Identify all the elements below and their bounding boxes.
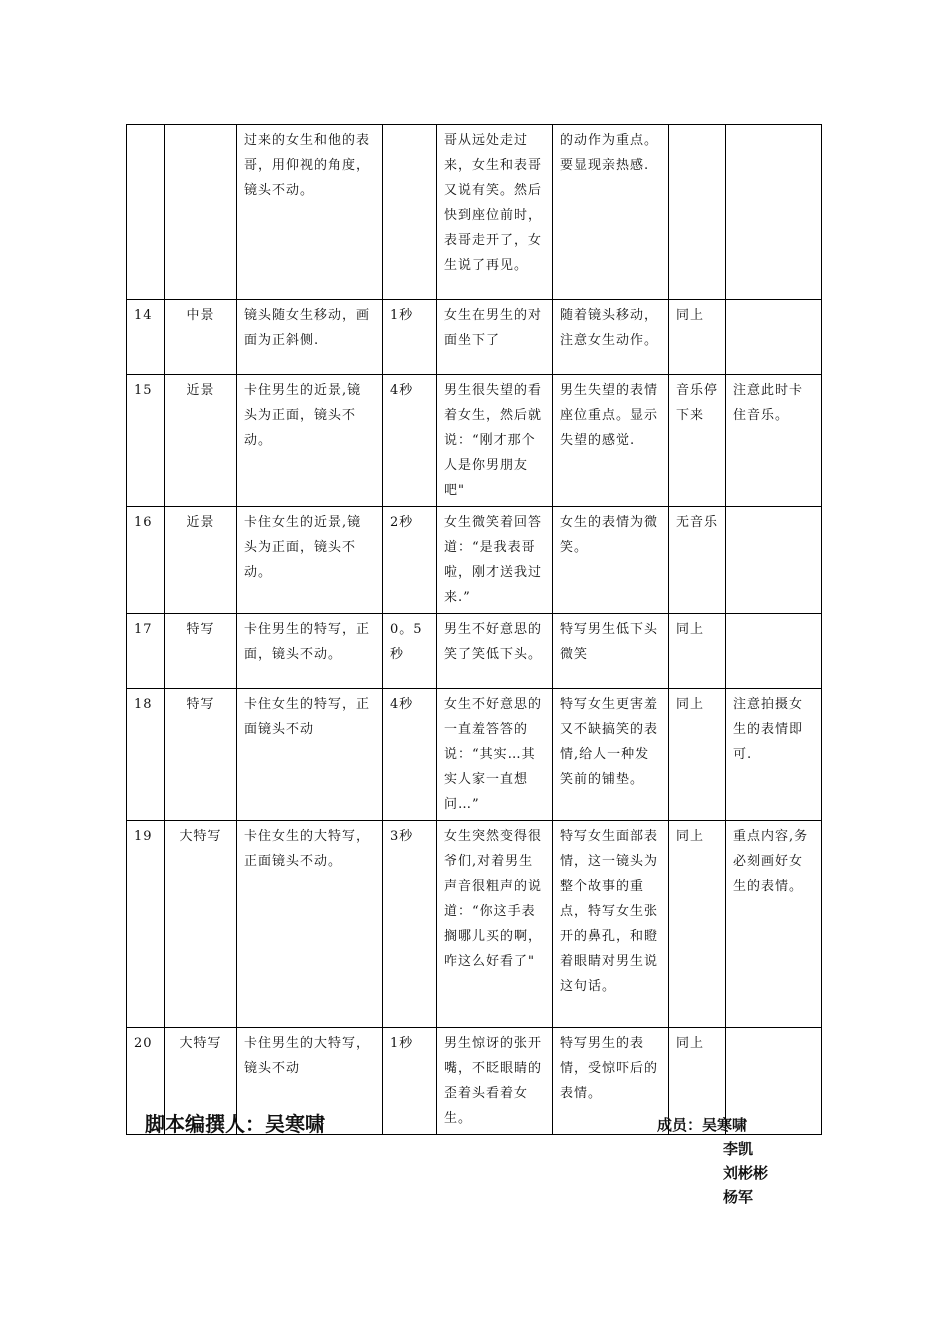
cell-note: 注意此时卡住音乐。 (726, 375, 822, 507)
cell-shot: 近景 (165, 375, 237, 507)
cell-shot: 大特写 (165, 821, 237, 1028)
cell-content: 女生在男生的对面坐下了 (437, 300, 553, 375)
cell-duration: 3秒 (383, 821, 437, 1028)
cell-camera: 卡住男生的大特写，镜头不动 (237, 1028, 383, 1135)
cell-content: 哥从远处走过来，女生和表哥又说有笑。然后快到座位前时，表哥走开了，女生说了再见。 (437, 125, 553, 300)
cell-music (669, 125, 726, 300)
cell-content: 男生惊讶的张开嘴，不眨眼睛的歪着头看着女生。 (437, 1028, 553, 1135)
cell-duration: 4秒 (383, 375, 437, 507)
cell-requirement: 特写女生面部表情，这一镜头为整个故事的重点，特写女生张开的鼻孔，和瞪着眼睛对男生说这句话。 (553, 821, 669, 1028)
cell-music: 同上 (669, 1028, 726, 1135)
storyboard-table (126, 124, 822, 1135)
cell-shot: 大特写 (165, 1028, 237, 1135)
cell-music: 同上 (669, 821, 726, 1028)
cell-note: 注意拍摄女生的表情即可. (726, 689, 822, 821)
cell-music: 音乐停下来 (669, 375, 726, 507)
cell-requirement: 特写男生低下头微笑 (553, 614, 669, 689)
cell-duration: 1秒 (383, 1028, 437, 1135)
cell-shot (165, 125, 237, 300)
team-members (657, 1113, 768, 1209)
cell-shot: 近景 (165, 507, 237, 614)
cell-no: 17 (127, 614, 165, 689)
table-row (127, 375, 822, 507)
cell-music: 无音乐 (669, 507, 726, 614)
cell-note (726, 614, 822, 689)
cell-requirement: 随着镜头移动，注意女生动作。 (553, 300, 669, 375)
table-row (127, 614, 822, 689)
cell-camera: 卡住女生的大特写，正面镜头不动。 (237, 821, 383, 1028)
cell-camera: 卡住男生的近景,镜头为正面，镜头不动。 (237, 375, 383, 507)
cell-no: 16 (127, 507, 165, 614)
cell-camera: 卡住女生的近景,镜头为正面，镜头不动。 (237, 507, 383, 614)
cell-duration: 2秒 (383, 507, 437, 614)
cell-camera: 卡住女生的特写，正面镜头不动 (237, 689, 383, 821)
cell-requirement: 女生的表情为微笑。 (553, 507, 669, 614)
cell-no: 19 (127, 821, 165, 1028)
cell-music: 同上 (669, 300, 726, 375)
member-name: 吴寒啸 (702, 1116, 748, 1134)
cell-no: 15 (127, 375, 165, 507)
cell-camera: 镜头随女生移动，画面为正斜侧. (237, 300, 383, 375)
cell-duration: 4秒 (383, 689, 437, 821)
cell-requirement: 男生失望的表情座位重点。显示失望的感觉. (553, 375, 669, 507)
cell-note (726, 125, 822, 300)
table-row (127, 300, 822, 375)
cell-no: 14 (127, 300, 165, 375)
table-row (127, 125, 822, 300)
cell-duration: 1秒 (383, 300, 437, 375)
cell-shot: 特写 (165, 689, 237, 821)
cell-content: 女生突然变得很爷们,对着男生声音很粗声的说道：“你这手表搁哪儿买的啊，咋这么好看了" (437, 821, 553, 1028)
cell-requirement: 的动作为重点。要显现亲热感. (553, 125, 669, 300)
member-name: 杨军 (723, 1188, 754, 1206)
cell-note (726, 507, 822, 614)
cell-content: 女生不好意思的一直羞答答的说：“其实…其实人家一直想问…” (437, 689, 553, 821)
table-row (127, 507, 822, 614)
cell-shot: 特写 (165, 614, 237, 689)
cell-note (726, 300, 822, 375)
cell-no (127, 125, 165, 300)
script-author: 脚本编撰人：吴寒啸 (145, 1112, 325, 1136)
table-row (127, 689, 822, 821)
member-name: 刘彬彬 (723, 1164, 769, 1182)
cell-music: 同上 (669, 614, 726, 689)
members-label: 成员： (657, 1116, 703, 1134)
cell-duration (383, 125, 437, 300)
cell-content: 男生很失望的看着女生，然后就说：“刚才那个人是你男朋友吧" (437, 375, 553, 507)
cell-duration: 0。5秒 (383, 614, 437, 689)
member-name: 李凯 (723, 1140, 754, 1158)
cell-camera: 卡住男生的特写，正面，镜头不动。 (237, 614, 383, 689)
cell-no: 18 (127, 689, 165, 821)
cell-music: 同上 (669, 689, 726, 821)
cell-note: 重点内容,务必刻画好女生的表情。 (726, 821, 822, 1028)
cell-camera: 过来的女生和他的表哥，用仰视的角度，镜头不动。 (237, 125, 383, 300)
cell-no: 20 (127, 1028, 165, 1135)
cell-content: 女生微笑着回答道：“是我表哥啦，刚才送我过来.” (437, 507, 553, 614)
cell-requirement: 特写男生的表情，受惊吓后的表情。 (553, 1028, 669, 1135)
cell-requirement: 特写女生更害羞又不缺搞笑的表情,给人一种发笑前的铺垫。 (553, 689, 669, 821)
table-row (127, 821, 822, 1028)
cell-shot: 中景 (165, 300, 237, 375)
cell-content: 男生不好意思的笑了笑低下头。 (437, 614, 553, 689)
